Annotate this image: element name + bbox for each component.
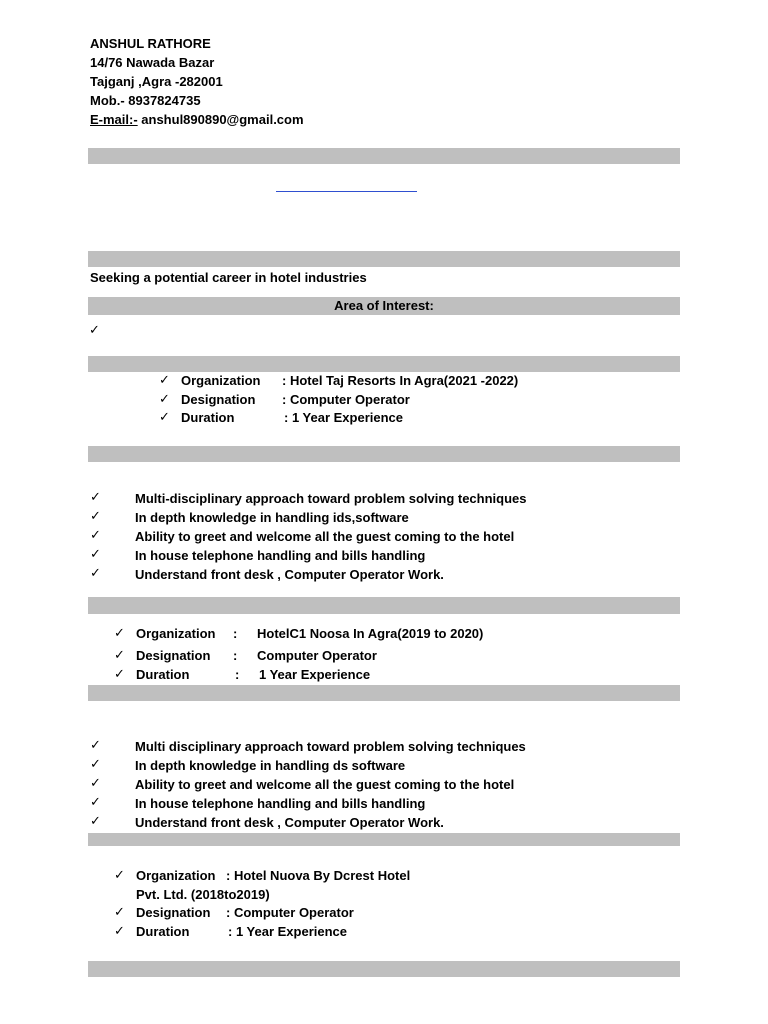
section-divider (88, 685, 680, 701)
email-label: E-mail:- (90, 112, 138, 127)
check-icon: ✓ (90, 527, 101, 542)
list-item: Ability to greet and welcome all the guest coming to the hotel (135, 777, 515, 792)
designation-label: Designation (136, 905, 211, 920)
list-item: Multi-disciplinary approach toward problem solving techniques (135, 491, 527, 506)
list-item: In depth knowledge in handling ds software (135, 758, 406, 773)
organization-value: HotelC1 Noosa In Agra(2019 to 2020) (257, 626, 484, 641)
hyperlink-underline[interactable] (276, 191, 417, 192)
check-icon: ✓ (114, 923, 125, 938)
designation-colon: : (233, 648, 238, 663)
duration-label: Duration (181, 410, 235, 425)
check-icon: ✓ (159, 391, 170, 406)
check-icon: ✓ (90, 737, 101, 752)
organization-value: : Hotel Taj Resorts In Agra(2021 -2022) (282, 373, 519, 388)
section-divider (88, 833, 680, 846)
email-address[interactable]: anshul890890@gmail.com (137, 112, 304, 127)
section-divider (88, 961, 680, 977)
check-icon: ✓ (114, 904, 125, 919)
area-of-interest-heading: Area of Interest: (334, 298, 434, 313)
designation-label: Designation (181, 392, 256, 407)
check-icon: ✓ (90, 489, 101, 504)
check-icon: ✓ (114, 625, 125, 640)
list-item: Understand front desk , Computer Operator Work. (135, 567, 444, 582)
designation-value: : Computer Operator (282, 392, 410, 407)
check-icon: ✓ (159, 409, 170, 424)
check-icon: ✓ (114, 867, 125, 882)
duration-value: : 1 Year Experience (228, 924, 348, 939)
section-divider (88, 251, 680, 267)
check-icon: ✓ (90, 546, 101, 561)
list-item: In house telephone handling and bills handling (135, 548, 426, 563)
duration-value: 1 Year Experience (259, 667, 371, 682)
organization-colon: : (233, 626, 238, 641)
address-line-2: Tajganj ,Agra -282001 (90, 74, 223, 89)
check-icon: ✓ (114, 647, 125, 662)
designation-value: Computer Operator (257, 648, 377, 663)
organization-value: : Hotel Nuova By Dcrest Hotel (226, 868, 411, 883)
check-icon: ✓ (114, 666, 125, 681)
list-item: In depth knowledge in handling ids,software (135, 510, 409, 525)
check-icon: ✓ (90, 508, 101, 523)
check-icon: ✓ (89, 322, 100, 337)
section-divider (88, 148, 680, 164)
check-icon: ✓ (90, 756, 101, 771)
check-icon: ✓ (90, 775, 101, 790)
section-divider (88, 597, 680, 614)
check-icon: ✓ (90, 565, 101, 580)
list-item: Understand front desk , Computer Operator Work. (135, 815, 444, 830)
organization-label: Organization (181, 373, 261, 388)
career-objective: Seeking a potential career in hotel industries (90, 270, 367, 285)
organization-label: Organization (136, 626, 216, 641)
list-item: Ability to greet and welcome all the guest coming to the hotel (135, 529, 515, 544)
area-of-interest-bar (88, 297, 680, 315)
duration-value: : 1 Year Experience (284, 410, 404, 425)
designation-value: : Computer Operator (226, 905, 354, 920)
duration-label: Duration (136, 667, 190, 682)
organization-label: Organization (136, 868, 216, 883)
check-icon: ✓ (159, 372, 170, 387)
organization-value-continued: Pvt. Ltd. (2018to2019) (136, 887, 270, 902)
check-icon: ✓ (90, 813, 101, 828)
check-icon: ✓ (90, 794, 101, 809)
section-divider (88, 356, 680, 372)
mobile-number: Mob.- 8937824735 (90, 93, 201, 108)
candidate-name: ANSHUL RATHORE (90, 36, 211, 51)
section-divider (88, 446, 680, 462)
email-line (90, 112, 304, 128)
duration-colon: : (235, 667, 240, 682)
address-line-1: 14/76 Nawada Bazar (90, 55, 215, 70)
designation-label: Designation (136, 648, 211, 663)
duration-label: Duration (136, 924, 190, 939)
list-item: In house telephone handling and bills handling (135, 796, 426, 811)
list-item: Multi disciplinary approach toward problem solving techniques (135, 739, 526, 754)
